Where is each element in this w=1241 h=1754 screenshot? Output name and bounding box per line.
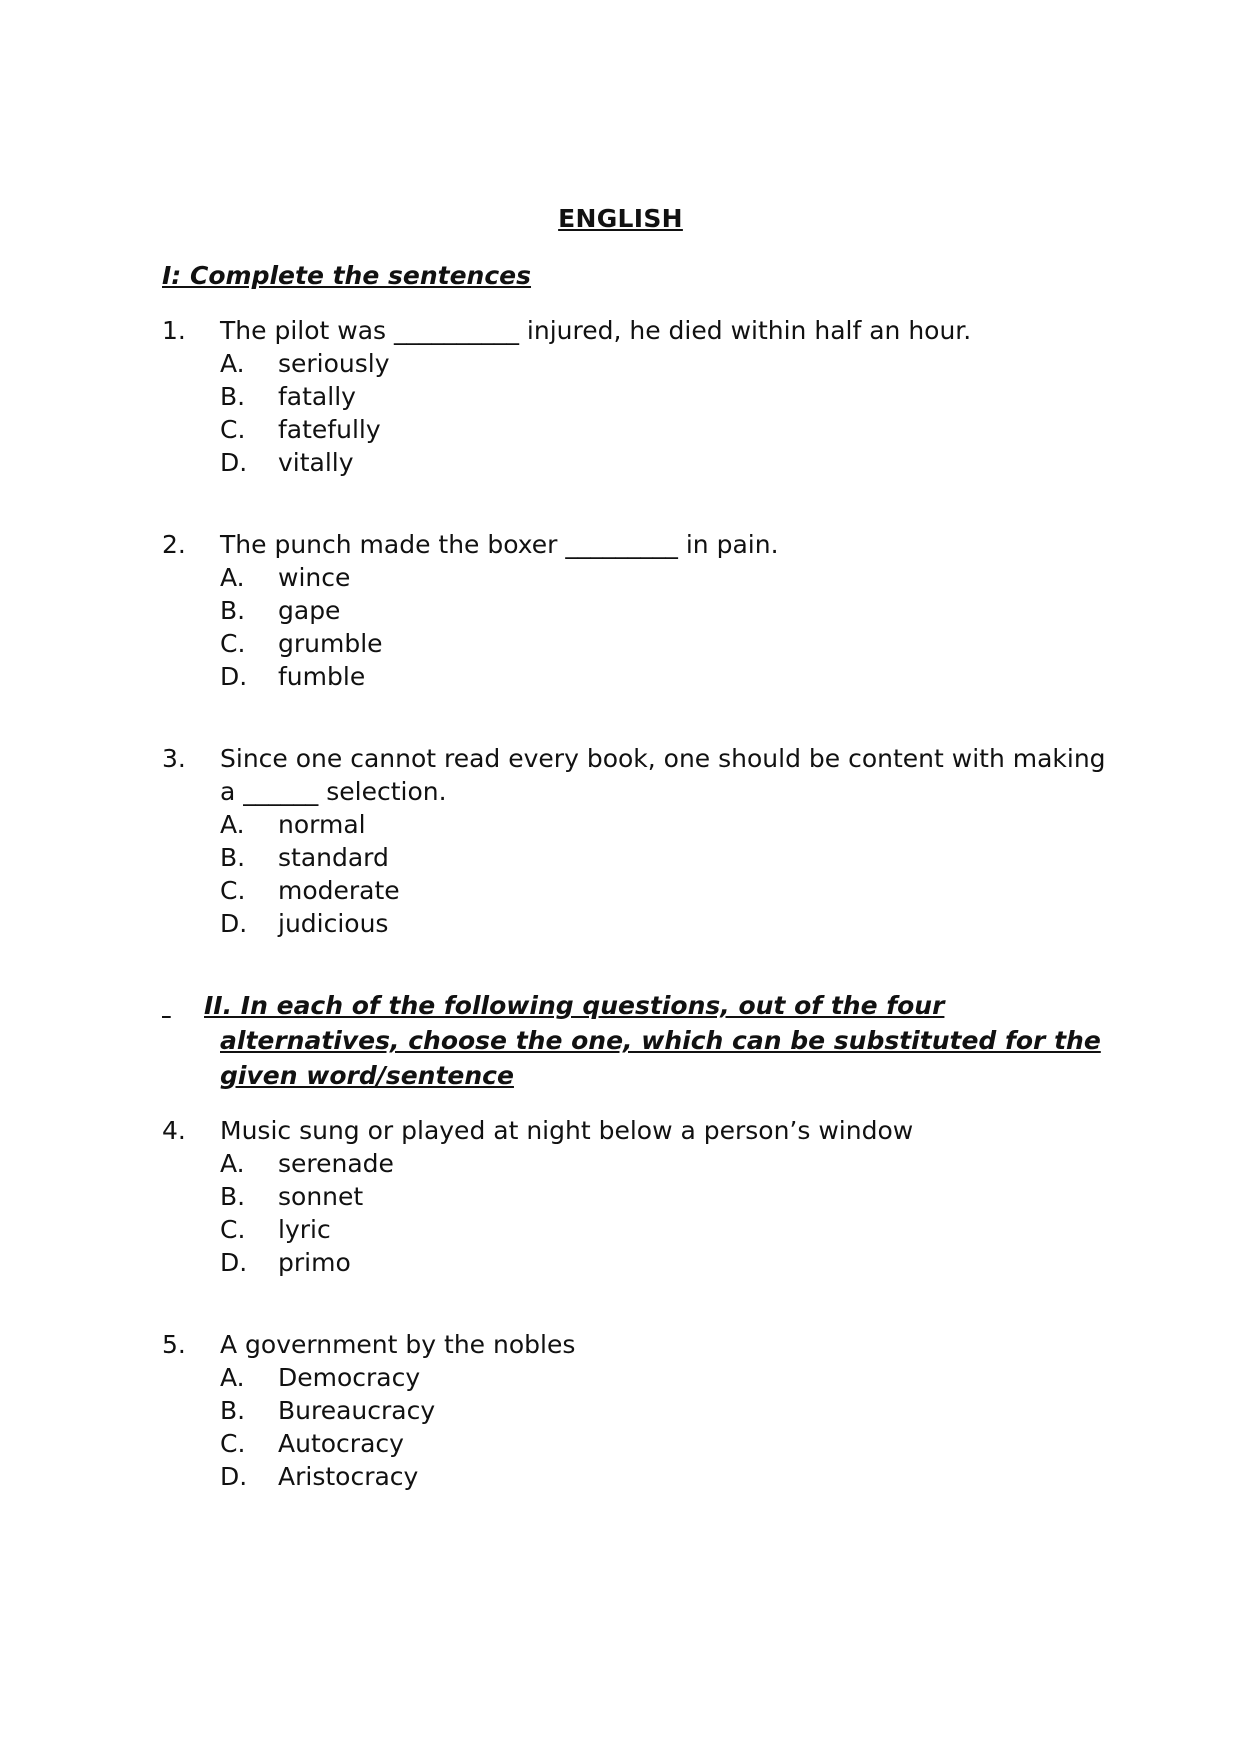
option-letter: D. [220,448,248,477]
option-b [220,594,1122,627]
option-c [220,413,1122,446]
question-1 [162,314,1122,479]
option-letter: D. [220,1248,248,1277]
question-number: 2. [162,530,186,559]
option-d [220,1460,1122,1493]
option-text: Autocracy [278,1429,404,1458]
option-text: Democracy [278,1363,421,1392]
option-text: normal [278,810,366,839]
option-b [220,380,1122,413]
option-letter: C. [220,876,246,905]
option-list [220,347,1122,479]
option-text: primo [278,1248,351,1277]
option-d [220,660,1122,693]
option-letter: D. [220,1462,248,1491]
option-c [220,627,1122,660]
option-letter: D. [220,909,248,938]
option-b [220,841,1122,874]
option-list [220,808,1122,940]
option-text: fatefully [278,415,381,444]
question-5 [162,1328,1122,1493]
option-text: Bureaucracy [278,1396,436,1425]
option-letter: D. [220,662,248,691]
option-c [220,1213,1122,1246]
option-a [220,347,1122,380]
option-b [220,1180,1122,1213]
question-text: A government by the nobles [220,1330,576,1359]
option-letter: B. [220,1396,246,1425]
question-number: 1. [162,316,186,345]
question-text: Music sung or played at night below a person’s window [220,1116,914,1145]
option-list [220,1147,1122,1279]
option-text: gape [278,596,341,625]
option-d [220,446,1122,479]
question-4 [162,1114,1122,1279]
section-2-heading [162,988,1102,1093]
option-d [220,1246,1122,1279]
page-title: ENGLISH [558,204,683,233]
question-text: The punch made the boxer _________ in pain. [220,530,779,559]
option-d [220,907,1122,940]
option-a [220,808,1122,841]
question-number: 3. [162,744,186,773]
option-letter: B. [220,843,246,872]
option-letter: A. [220,563,245,592]
option-text: grumble [278,629,383,658]
section-1-heading: I: Complete the sentences [162,261,532,290]
question-2 [162,528,1122,693]
question-number: 5. [162,1330,186,1359]
question-text: The pilot was __________ injured, he died within half an hour. [220,316,972,345]
option-text: moderate [278,876,400,905]
question-number: 4. [162,1116,186,1145]
option-a [220,1361,1122,1394]
option-c [220,1427,1122,1460]
option-text: fumble [278,662,366,691]
option-c [220,874,1122,907]
question-3 [162,742,1122,940]
option-text: serenade [278,1149,394,1178]
option-list [220,1361,1122,1493]
option-text: seriously [278,349,390,378]
section-2-heading-line-3: given word/sentence [220,1061,514,1090]
option-a [220,1147,1122,1180]
option-text: wince [278,563,351,592]
option-letter: B. [220,1182,246,1211]
option-b [220,1394,1122,1427]
option-text: fatally [278,382,356,411]
section-2-heading-line-2: alternatives, choose the one, which can be substituted for the [220,1026,1101,1055]
option-letter: A. [220,1363,245,1392]
option-text: Aristocracy [278,1462,419,1491]
option-letter: B. [220,382,246,411]
option-letter: C. [220,1215,246,1244]
option-text: lyric [278,1215,331,1244]
option-letter: C. [220,629,246,658]
option-letter: C. [220,1429,246,1458]
option-list [220,561,1122,693]
option-text: vitally [278,448,354,477]
section-2-heading-line-1: II. In each of the following questions, out of the four [204,991,945,1020]
option-letter: A. [220,1149,245,1178]
option-letter: A. [220,810,245,839]
option-letter: A. [220,349,245,378]
option-a [220,561,1122,594]
option-text: judicious [278,909,389,938]
option-letter: B. [220,596,246,625]
option-letter: C. [220,415,246,444]
question-text: Since one cannot read every book, one should be content with making a ______ selection. [220,744,1106,806]
option-text: sonnet [278,1182,364,1211]
option-text: standard [278,843,389,872]
